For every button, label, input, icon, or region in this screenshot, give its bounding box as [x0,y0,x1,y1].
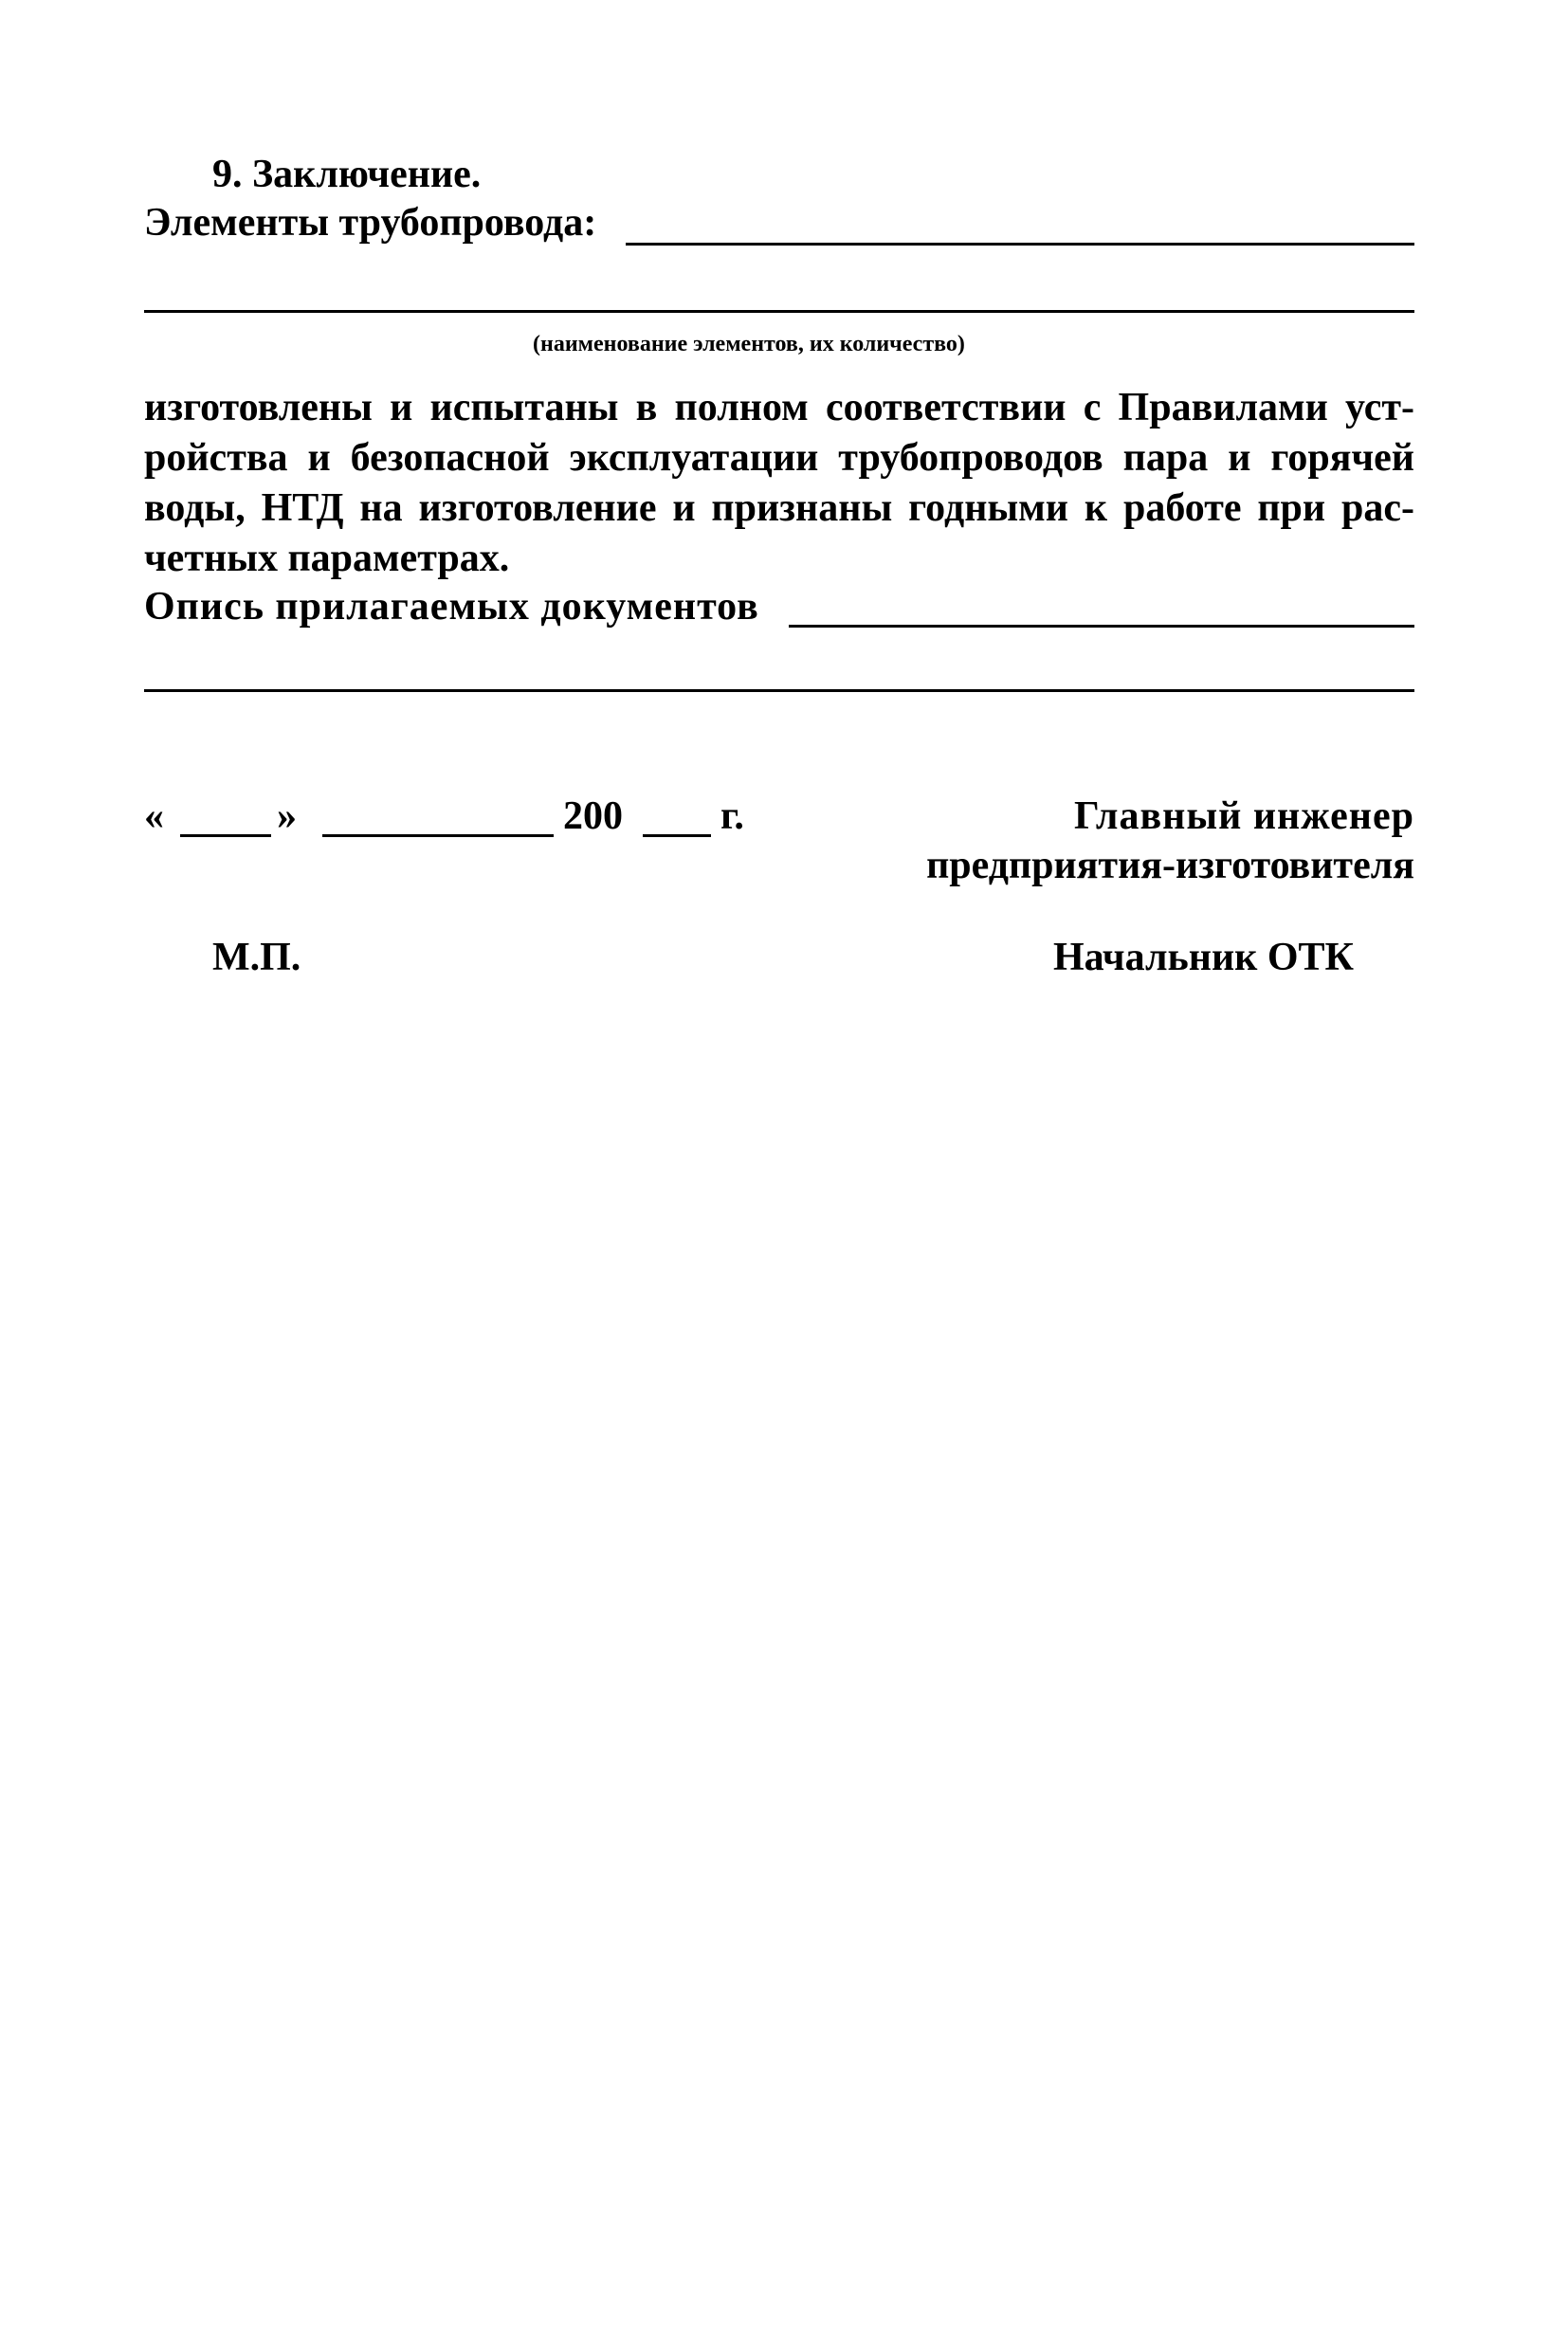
chief-engineer-title-line-1: Главный инженер [1073,794,1414,838]
date-year-suffix: г. [720,794,744,838]
attachments-blank-line-2 [144,689,1414,692]
elements-blank-line-1 [626,243,1414,246]
conclusion-paragraph [144,383,1414,584]
elements-caption: (наименование элементов, их количество) [533,332,965,356]
date-close-quote: » [277,794,297,838]
date-month-blank [322,834,554,837]
date-open-quote: « [144,794,164,838]
elements-blank-line-2 [144,310,1414,313]
section-title: 9. Заключение. [212,153,482,196]
paragraph-line-4: четных параметрах. [144,537,510,580]
chief-engineer-title-line-2: предприятия-изготовителя [926,844,1414,887]
date-year-blank [643,834,711,837]
attachments-label: Опись прилагаемых документов [144,585,759,629]
paragraph-line-3: воды, НТД на изготовление и признаны годными к работе при рас- [144,486,1414,530]
date-day-blank [180,834,271,837]
qc-head-title: Начальник ОТК [1052,936,1354,979]
elements-label: Элементы трубопровода: [144,201,597,245]
attachments-blank-line-1 [789,625,1414,628]
stamp-place-label: М.П. [212,936,301,979]
date-year-prefix: 200 [563,794,623,838]
paragraph-line-1: изготовлены и испытаны в полном соответствии с Правилами уст- [144,386,1414,429]
paragraph-line-2: ройства и безопасной эксплуатации трубопроводов пара и горячей [144,436,1414,480]
